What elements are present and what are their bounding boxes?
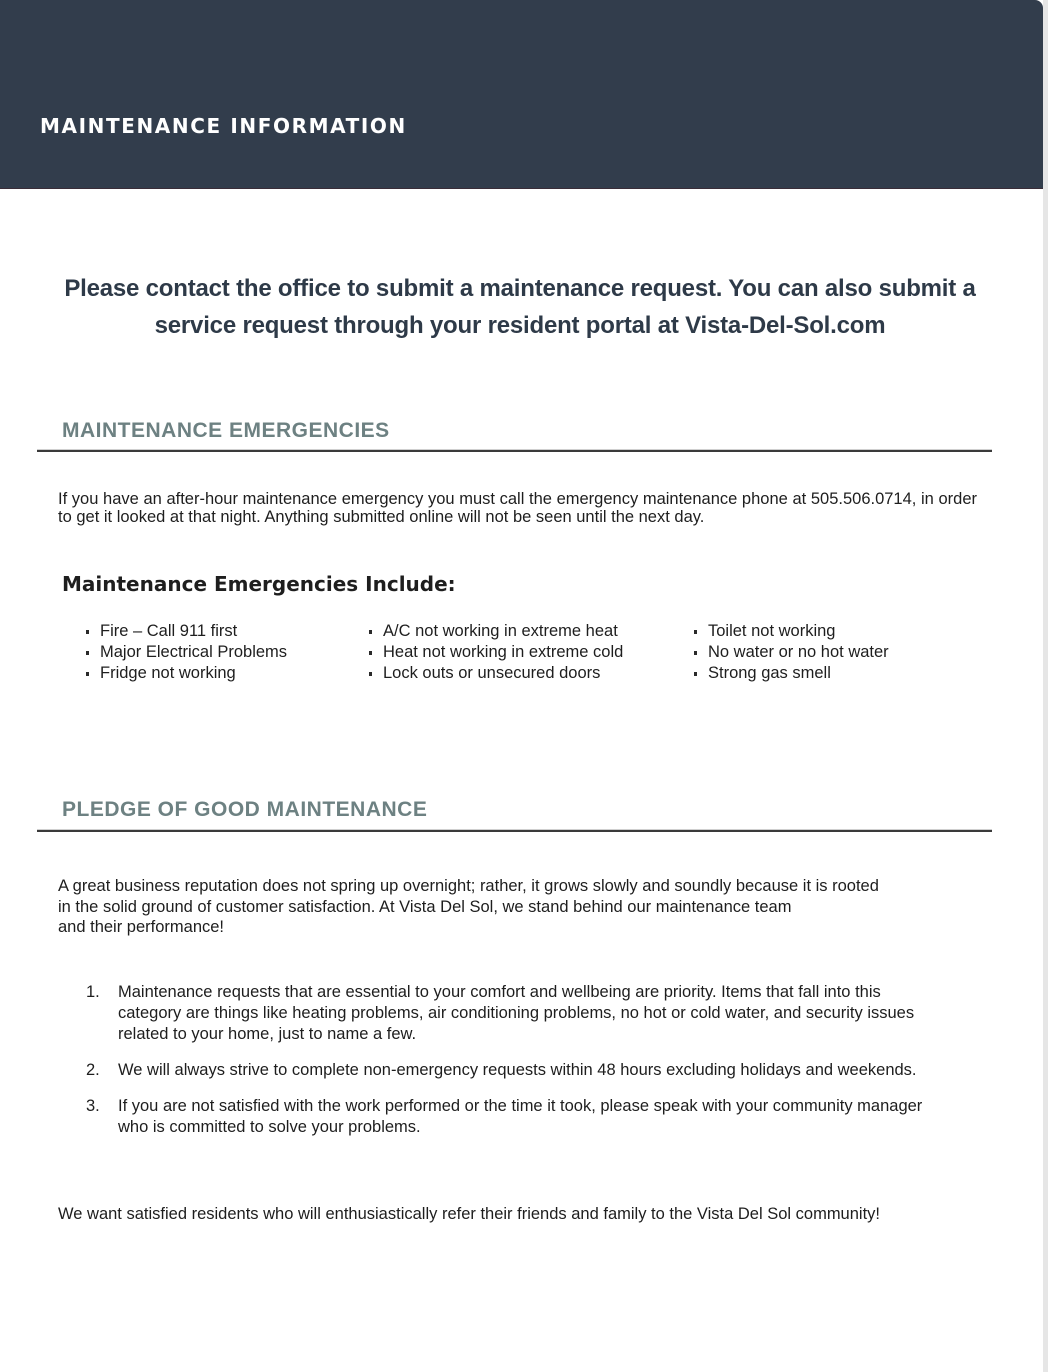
bullet-icon: [694, 672, 697, 676]
list-item: Major Electrical Problems: [86, 642, 287, 663]
bullet-icon: [694, 651, 697, 655]
page-edge: [1043, 0, 1048, 1372]
pledge-list-item: [86, 982, 926, 1045]
closing-statement: We want satisfied residents who will enthusiastically refer their friends and family to the Vista Del Sol community!: [58, 1205, 880, 1223]
pledge-paragraph-line: A great business reputation does not spring up overnight; rather, it grows slowly and soundly because it is rooted: [58, 877, 879, 895]
page-title: MAINTENANCE INFORMATION: [40, 114, 407, 138]
pledge-list-item: [86, 1096, 926, 1138]
emergencies-paragraph: If you have an after-hour maintenance emergency you must call the emergency maintenance phone at 505.506.0714, in order to get it looked at that night. Anything submitted online will not be seen until the next day.: [58, 490, 977, 526]
emergency-list-column-3: [694, 621, 889, 684]
pledge-divider: [37, 829, 992, 832]
list-item: A/C not working in extreme heat: [369, 621, 623, 642]
list-item-text: We will always strive to complete non-emergency requests within 48 hours excluding holidays and weekends.: [118, 1061, 917, 1079]
intro-message: Please contact the office to submit a maintenance request. You can also submit a service request through your resident portal at Vista-Del-Sol.com: [64, 275, 976, 339]
bullet-icon: [694, 630, 697, 634]
pledge-list: [86, 982, 926, 1153]
pledge-paragraph: [58, 876, 988, 938]
list-item: Heat not working in extreme cold: [369, 642, 623, 663]
list-number: 3.: [86, 1097, 100, 1115]
list-number: 1.: [86, 983, 100, 1001]
pledge-list-item: [86, 1060, 926, 1081]
list-item: Toilet not working: [694, 621, 889, 642]
bullet-icon: [369, 630, 372, 634]
pledge-heading: PLEDGE OF GOOD MAINTENANCE: [62, 798, 428, 821]
emergency-list-column-1: [86, 621, 287, 684]
list-item: Strong gas smell: [694, 663, 889, 684]
emergencies-divider: [37, 449, 992, 452]
emergencies-heading: MAINTENANCE EMERGENCIES: [62, 419, 390, 442]
list-item-text: If you are not satisfied with the work performed or the time it took, please speak with your community manager who is committed to solve your problems.: [118, 1097, 923, 1136]
emergencies-list-heading: Maintenance Emergencies Include:: [62, 572, 456, 596]
pledge-paragraph-line: and their performance!: [58, 918, 225, 936]
bullet-icon: [86, 672, 89, 676]
list-item: Fire – Call 911 first: [86, 621, 287, 642]
header-banner: [0, 0, 1043, 189]
bullet-icon: [86, 630, 89, 634]
emergency-list-column-2: [369, 621, 623, 684]
pledge-paragraph-line: in the solid ground of customer satisfaction. At Vista Del Sol, we stand behind our maintenance team: [58, 897, 792, 916]
bullet-icon: [369, 672, 372, 676]
list-item: Fridge not working: [86, 663, 287, 684]
list-item: No water or no hot water: [694, 642, 889, 663]
list-number: 2.: [86, 1061, 100, 1079]
list-item: Lock outs or unsecured doors: [369, 663, 623, 684]
bullet-icon: [86, 651, 89, 655]
list-item-text: Maintenance requests that are essential to your comfort and wellbeing are priority. Items that fall into this category are things like heating problems, air conditioning problems, no hot or cold water, and security issues related to your home, just to name a few.: [118, 983, 915, 1043]
bullet-icon: [369, 651, 372, 655]
